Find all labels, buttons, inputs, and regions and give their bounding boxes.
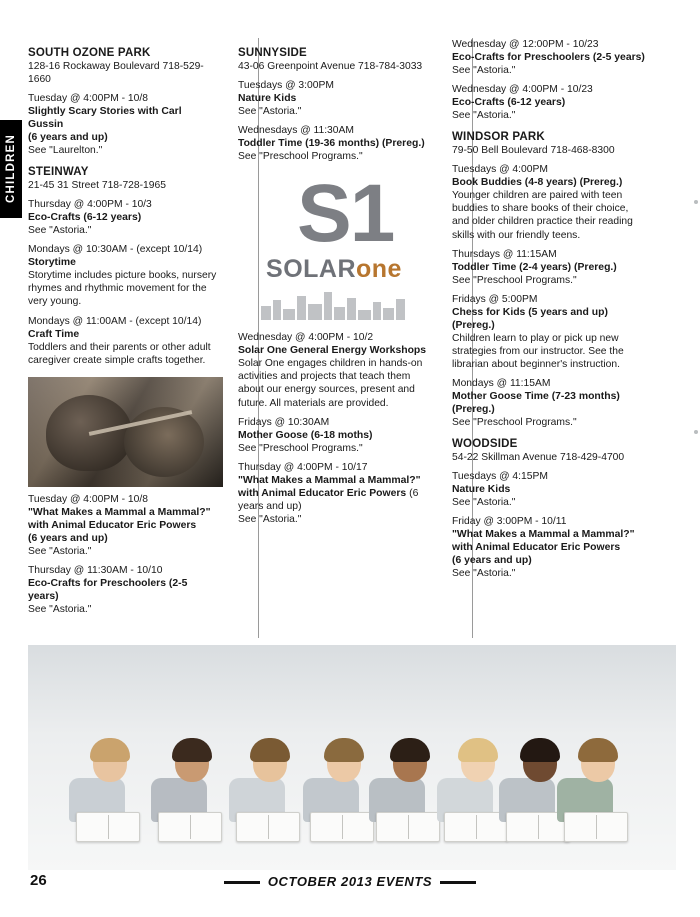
event-subtitle: (6 years and up) [452, 555, 532, 567]
location-name: STEINWAY [28, 166, 89, 178]
event-title: Nature Kids [238, 93, 297, 104]
open-book [376, 812, 440, 842]
solar-one-word-main: SOLAR [266, 255, 357, 283]
event-crossref: See "Astoria." [452, 497, 516, 509]
article-columns [28, 38, 676, 638]
event-crossref: See "Astoria." [452, 110, 516, 121]
event-title: Mother Goose Time (7-23 months) (Prereg.) [452, 391, 620, 416]
event-date: Mondays @ 10:30AM - (except 10/14) [28, 244, 203, 255]
event-entry [452, 377, 646, 429]
event-date: Thursday @ 4:00PM - 10/17 [238, 461, 368, 473]
event-title: Storytime [28, 257, 76, 268]
footer-rule-right [440, 881, 476, 884]
event-description: Children learn to play or pick up new strategies from our instructor. See the librarian about beginner's instruction. [452, 332, 624, 371]
child-reader [568, 744, 628, 842]
library-location [238, 47, 430, 73]
location-address: 43-06 Greenpoint Avenue 718-784-3033 [238, 61, 423, 72]
event-title: Eco-Crafts for Preschoolers (2-5 years) [28, 578, 188, 603]
footer-title-text: OCTOBER 2013 EVENTS [267, 874, 433, 889]
event-date: Thursday @ 11:30AM - 10/10 [28, 565, 163, 577]
event-title: Toddler Time (2-4 years) (Prereg.) [452, 261, 617, 273]
event-description: Younger children are paired with teen buddies to share books of their choice, and older children practice their reading skills with our friendly teens. [452, 190, 633, 241]
event-title-age: (6 years and up) [238, 487, 419, 512]
library-location [28, 47, 218, 86]
event-title: Mother Goose (6-18 moths) [238, 429, 373, 441]
event-date: Tuesday @ 4:00PM - 10/8 [28, 494, 148, 506]
event-subtitle: (6 years and up) [28, 132, 108, 143]
event-crossref: See "Astoria." [452, 568, 516, 580]
open-book [310, 812, 374, 842]
location-address: 79-50 Bell Boulevard 718-468-8300 [452, 145, 615, 156]
event-description: Storytime includes picture books, nursery rhymes and rhythmic movement for the very young. [28, 270, 217, 308]
library-location [28, 166, 218, 192]
event-entry [28, 198, 218, 237]
event-crossref: See "Astoria." [238, 513, 302, 525]
child-reader [314, 744, 374, 842]
child-reader [240, 744, 300, 842]
event-crossref: See "Astoria." [238, 106, 302, 117]
event-entry [28, 564, 218, 616]
event-title: Slightly Scary Stories with Carl Gussin [28, 106, 182, 130]
event-crossref: See "Preschool Programs." [452, 417, 577, 429]
footer-title [0, 874, 700, 889]
open-book [158, 812, 222, 842]
event-entry [238, 124, 430, 163]
event-title: Solar One General Energy Workshops [238, 345, 427, 356]
page-footer [0, 872, 700, 902]
event-title: Eco-Crafts (6-12 years) [28, 212, 142, 223]
event-date: Mondays @ 11:00AM - (except 10/14) [28, 315, 202, 327]
page-edge-mark [694, 430, 698, 434]
event-date: Fridays @ 5:00PM [452, 293, 538, 305]
event-date: Wednesday @ 4:00PM - 10/23 [452, 84, 593, 95]
event-crossref: See "Astoria." [28, 225, 92, 236]
event-description: Toddlers and their parents or other adult caregiver create simple crafts together. [28, 341, 211, 366]
event-entry [238, 461, 430, 526]
event-date: Fridays @ 10:30AM [238, 416, 330, 428]
event-date: Wednesday @ 12:00PM - 10/23 [452, 39, 599, 50]
location-address: 21-45 31 Street 718-728-1965 [28, 180, 166, 191]
event-date: Wednesday @ 4:00PM - 10/2 [238, 332, 374, 343]
solar-one-mark-text: S1 [297, 168, 394, 259]
location-address: 54-22 Skillman Avenue 718-429-4700 [452, 452, 625, 464]
event-entry [28, 493, 218, 558]
location-address: 128-16 Rockaway Boulevard 718-529-1660 [28, 61, 204, 85]
section-tab-label: CHILDREN [5, 134, 17, 204]
event-date: Mondays @ 11:15AM [452, 378, 551, 390]
skyline-graphic [259, 286, 409, 320]
event-title [238, 474, 430, 513]
footer-rule-left [224, 881, 260, 884]
event-crossref: See "Astoria." [452, 65, 516, 76]
event-entry [28, 243, 218, 309]
event-date: Thursday @ 4:00PM - 10/3 [28, 199, 152, 210]
location-name: WINDSOR PARK [452, 131, 545, 143]
open-book [236, 812, 300, 842]
children-reading-books-photo [28, 645, 676, 870]
column-2 [228, 38, 440, 638]
child-reader [162, 744, 222, 842]
event-date: Friday @ 3:00PM - 10/11 [452, 516, 567, 528]
open-book [564, 812, 628, 842]
chimpanzee-photo [28, 377, 223, 487]
event-entry [452, 293, 646, 372]
location-name: SUNNYSIDE [238, 47, 307, 59]
child-reader [380, 744, 440, 842]
event-entry [238, 331, 430, 410]
event-date: Thursdays @ 11:15AM [452, 248, 557, 260]
column-3 [440, 38, 656, 638]
event-title-text: "What Makes a Mammal a Mammal?" with Animal Educator Eric Powers [238, 474, 421, 499]
library-location [452, 438, 646, 464]
event-crossref: See "Preschool Programs." [238, 151, 363, 162]
solar-one-wordmark [244, 255, 424, 284]
event-title: Toddler Time (19-36 months) (Prereg.) [238, 138, 425, 149]
event-crossref: See "Preschool Programs." [238, 442, 363, 454]
solar-one-logo [244, 168, 424, 325]
event-date: Tuesday @ 4:00PM - 10/8 [28, 93, 148, 104]
event-title: Craft Time [28, 328, 80, 340]
page-edge-mark [694, 200, 698, 204]
event-title: Book Buddies (4-8 years) (Prereg.) [452, 177, 623, 188]
event-title: "What Makes a Mammal a Mammal?" with Animal Educator Eric Powers [452, 529, 635, 554]
event-crossref: See "Laurelton." [28, 145, 103, 156]
event-entry [238, 416, 430, 455]
event-entry [452, 83, 646, 122]
event-entry [452, 38, 646, 77]
solar-one-word-accent: one [356, 255, 402, 283]
location-name: WOODSIDE [452, 438, 518, 451]
event-title: Chess for Kids (5 years and up) (Prereg.) [452, 306, 608, 331]
event-entry [238, 79, 430, 118]
event-date: Tuesdays @ 4:00PM [452, 164, 548, 175]
event-crossref: See "Preschool Programs." [452, 274, 577, 286]
event-entry [28, 315, 218, 367]
library-location [452, 131, 646, 157]
event-date: Tuesdays @ 4:15PM [452, 471, 548, 483]
section-tab-children [0, 120, 22, 218]
open-book [76, 812, 140, 842]
event-entry [452, 470, 646, 509]
event-crossref: See "Astoria." [28, 546, 92, 558]
page-number: 26 [30, 872, 47, 889]
child-reader [80, 744, 140, 842]
event-title: Nature Kids [452, 484, 511, 496]
event-title: Eco-Crafts (6-12 years) [452, 97, 566, 108]
event-entry [28, 92, 218, 157]
event-title: "What Makes a Mammal a Mammal?" with Animal Educator Eric Powers [28, 507, 211, 532]
column-1 [28, 38, 228, 638]
solar-one-mark [297, 168, 394, 259]
event-description: Solar One engages children in hands-on activities and projects that teach them about our energy sources, present and future. All materials are provided. [238, 358, 423, 409]
event-crossref: See "Astoria." [28, 604, 92, 616]
event-entry [452, 163, 646, 242]
location-name: SOUTH OZONE PARK [28, 47, 151, 59]
event-entry [452, 248, 646, 287]
event-date: Tuesdays @ 3:00PM [238, 80, 334, 91]
event-entry [452, 515, 646, 580]
event-subtitle: (6 years and up) [28, 533, 108, 545]
event-date: Wednesdays @ 11:30AM [238, 125, 354, 136]
event-title: Eco-Crafts for Preschoolers (2-5 years) [452, 52, 645, 63]
